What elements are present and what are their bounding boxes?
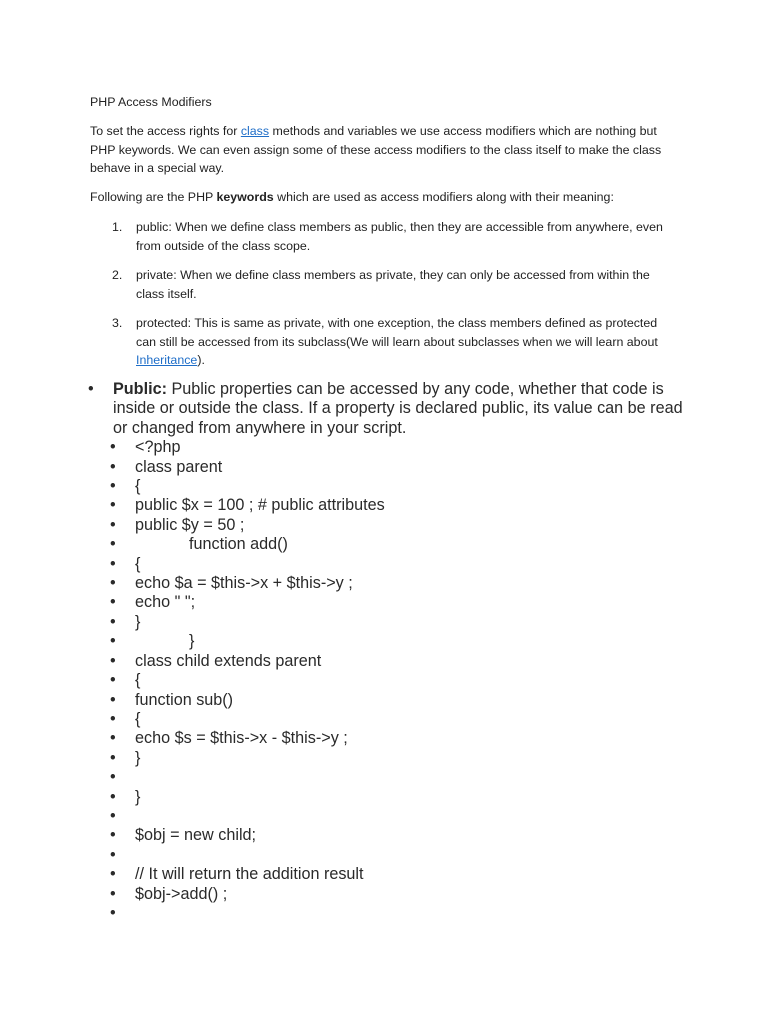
public-label: Public: [113, 380, 167, 398]
item-text: protected: This is same as private, with one exception, the class members defined as protected can still be accessed from its subclass(We will learn about subclasses when we will learn about [136, 316, 658, 349]
code-line-text: echo " "; [135, 593, 196, 612]
bullet-icon: • [110, 535, 116, 554]
keywords-bold: keywords [216, 190, 274, 204]
bullet-icon: • [110, 438, 116, 457]
code-line [110, 671, 700, 690]
code-line [110, 477, 700, 496]
code-line [110, 651, 700, 671]
modifiers-numbered-list [0, 218, 676, 381]
code-line [110, 826, 700, 845]
class-link[interactable]: class [240, 124, 270, 138]
bullet-icon: • [110, 884, 116, 903]
code-line-text: echo $s = $this->x - $this->y ; [135, 729, 348, 748]
intro-text-before: To set the access rights for [90, 124, 241, 138]
code-line [110, 748, 700, 768]
item-text: private: When we define class members as private, they can only be accessed from within the class itself. [136, 268, 650, 301]
code-line-text: { [135, 477, 141, 496]
bullet-icon: • [110, 496, 116, 515]
item-number: 2. [112, 268, 123, 282]
code-line-text: // It will return the addition result [135, 865, 364, 884]
code-line [110, 574, 700, 593]
inheritance-link[interactable]: Inheritance [136, 353, 198, 367]
public-text: Public properties can be accessed by any code, whether that code is inside or outside the class. If a property is declared public, its value can be read or changed from anywhere in your script. [113, 380, 683, 437]
public-bullet-item [0, 380, 700, 923]
code-line-text: class child extends parent [135, 651, 322, 670]
code-line [110, 768, 700, 787]
code-line-text: { [135, 709, 141, 728]
public-description [113, 380, 683, 438]
code-line [110, 515, 700, 535]
item-text: public: When we define class members as public, then they are accessible from anywhere, even from outside of the class scope. [136, 220, 663, 253]
numbered-item-private [0, 266, 676, 303]
item-text-after: ). [197, 353, 205, 367]
bullet-icon: • [110, 612, 116, 631]
code-line-text: { [135, 554, 141, 573]
bullet-icon: • [110, 554, 116, 573]
code-line [110, 729, 700, 748]
keywords-paragraph [90, 188, 680, 207]
bullet-icon: • [110, 593, 116, 612]
bullet-icon: • [110, 477, 116, 496]
code-line-text: } [135, 787, 141, 806]
code-line-text: public $x = 100 ; # public attributes [135, 496, 385, 515]
public-bullet-list [0, 380, 700, 923]
bullet-icon: • [110, 845, 116, 864]
code-line [110, 709, 700, 729]
bullet-icon: • [110, 748, 116, 767]
code-line [110, 535, 700, 554]
code-line-text: } [135, 612, 141, 631]
code-line-text: } [135, 748, 141, 767]
code-line-text: function sub() [135, 690, 234, 709]
code-line-text: function add() [135, 535, 288, 554]
code-line-text: <?php [135, 438, 181, 457]
bullet-icon: • [88, 380, 94, 398]
bullet-icon: • [110, 903, 116, 922]
code-line [110, 690, 700, 710]
code-line [110, 457, 700, 477]
code-line [110, 612, 700, 632]
code-line-text: echo $a = $this->x + $this->y ; [135, 574, 353, 593]
bullet-icon: • [110, 515, 116, 534]
code-line-text: $obj->add() ; [135, 884, 228, 903]
item-number: 1. [112, 220, 123, 234]
intro-text-after: methods and variables we use access modifiers which are nothing but PHP keywords. We can even assign some of these access modifiers to the class itself to make the class behave in a special way. [90, 124, 662, 175]
code-line [110, 903, 700, 923]
intro-paragraph [90, 122, 680, 178]
bullet-icon: • [110, 651, 116, 670]
code-line-text: { [135, 671, 141, 690]
bullet-icon: • [110, 574, 116, 593]
code-line [110, 865, 700, 884]
code-line-text: class parent [135, 457, 223, 476]
page-title: PHP Access Modifiers [90, 95, 212, 109]
code-line-text: $obj = new child; [135, 826, 257, 845]
code-line [110, 884, 700, 904]
bullet-icon: • [110, 709, 116, 728]
bullet-icon: • [110, 729, 116, 748]
code-bullet-list [110, 438, 700, 923]
numbered-item-public [0, 218, 676, 255]
code-line [110, 496, 700, 515]
bullet-icon: • [110, 826, 116, 845]
bullet-icon: • [110, 690, 116, 709]
bullet-icon: • [110, 768, 116, 787]
keywords-text-before: Following are the PHP [90, 190, 217, 204]
code-line-text: } [135, 632, 195, 651]
bullet-icon: • [110, 806, 116, 825]
numbered-item-protected [0, 314, 676, 370]
bullet-icon: • [110, 671, 116, 690]
code-line [110, 593, 700, 612]
bullet-icon: • [110, 457, 116, 476]
bullet-icon: • [110, 632, 116, 651]
item-number: 3. [112, 316, 123, 330]
code-line [110, 438, 700, 457]
code-line [110, 632, 700, 651]
code-line [110, 787, 700, 807]
bullet-icon: • [110, 787, 116, 806]
code-line [110, 845, 700, 865]
keywords-text-after: which are used as access modifiers along with their meaning: [273, 190, 614, 204]
code-line [110, 806, 700, 826]
bullet-icon: • [110, 865, 116, 884]
code-line-text: public $y = 50 ; [135, 515, 245, 534]
code-line [110, 554, 700, 574]
